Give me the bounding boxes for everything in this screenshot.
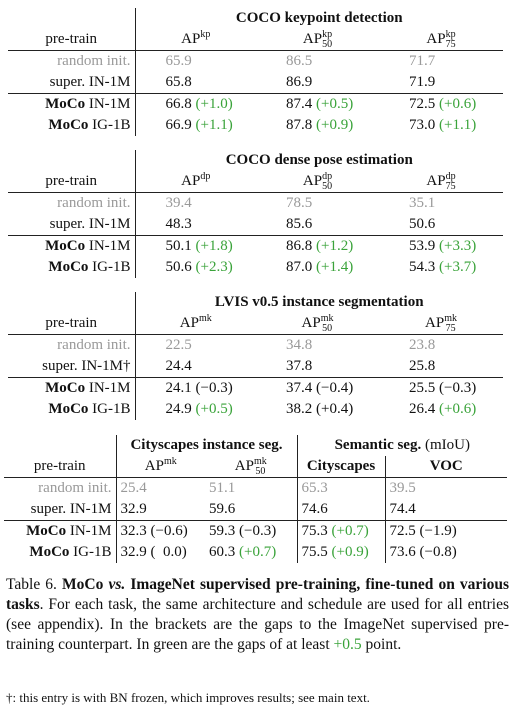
cell: [256, 214, 379, 236]
cell: [116, 478, 205, 500]
table-title: LVIS v0.5 instance segmentation: [214, 294, 424, 310]
pretrain-header: pre-train: [8, 171, 135, 193]
cell: [297, 499, 385, 521]
ap-label: AP: [426, 173, 446, 189]
ap-metric: mk: [444, 312, 457, 324]
cell-gap: (−0.8): [419, 544, 457, 560]
ap-header-50: AP mk 50: [205, 456, 297, 478]
cell-value: 35.1: [409, 195, 436, 211]
cell: [385, 521, 507, 543]
cell-value: 25.5: [409, 380, 436, 396]
cell-value: 59.3: [209, 523, 236, 539]
ap-stack: [322, 30, 332, 50]
cell: [135, 399, 256, 420]
dataset-label: IN-1M: [88, 96, 131, 112]
cell: [116, 521, 205, 543]
cell-gap: (+2.3): [195, 259, 233, 275]
cell-value: 85.6: [286, 216, 313, 232]
dataset-label: IG-1B: [73, 544, 112, 560]
dataset-label: IG-1B: [92, 117, 131, 133]
cityscapes-semseg-header: Cityscapes: [297, 456, 385, 478]
ap-metric: dp: [322, 170, 333, 182]
table-caption: [6, 575, 509, 655]
cell-value: 48.3: [165, 216, 192, 232]
pretrain-header: pre-train: [4, 456, 116, 478]
ap-metric: kp: [200, 29, 211, 40]
cell-value: 37.8: [286, 358, 313, 374]
cell: [379, 193, 503, 215]
row-label: [8, 236, 135, 258]
cell: [135, 335, 256, 357]
table-title: COCO keypoint detection: [235, 10, 403, 26]
cell-value: 66.8: [165, 96, 192, 112]
row-label: random init.: [8, 193, 135, 215]
cell-gap: (−0.6): [150, 523, 188, 539]
ap-header-75: [379, 29, 503, 51]
ap-stack: [444, 314, 457, 334]
ap-header-main: $AP^{mk}$: [116, 456, 205, 478]
title-spacer: [8, 8, 135, 29]
cell-gap: (+1.8): [195, 238, 233, 254]
caption-title-vs: vs.: [108, 576, 126, 593]
caption-body-2: point.: [361, 636, 402, 653]
cell: [135, 378, 256, 400]
cell: [379, 94, 503, 116]
semantic-title-unit: (mIoU): [424, 437, 470, 453]
voc-header: VOC: [385, 456, 507, 478]
cell: [256, 72, 379, 94]
method-label: MoCo: [48, 259, 89, 275]
cell-gap: (−0.3): [239, 523, 277, 539]
cell-value: 66.9: [165, 117, 192, 133]
cell: [379, 236, 503, 258]
cell: [256, 51, 379, 73]
row-label: super. IN-1M: [8, 214, 135, 236]
ap-label: AP: [302, 31, 323, 47]
ap-threshold: 75: [445, 38, 456, 50]
title-spacer: [8, 150, 135, 171]
cell-value: 39.5: [389, 480, 416, 496]
semantic-title: [297, 435, 507, 456]
row-label: [4, 542, 116, 563]
row-label: random init.: [8, 335, 135, 357]
cell: [379, 356, 503, 378]
cell: [135, 257, 256, 278]
cell: [256, 257, 379, 278]
ap-stack: [446, 172, 456, 192]
cell: [385, 499, 507, 521]
caption-title-a: MoCo: [62, 576, 109, 593]
cell-gap: (+0.5): [316, 96, 354, 112]
cell: [379, 399, 503, 420]
cell-value: 65.8: [165, 74, 192, 90]
cell: [135, 72, 256, 94]
cell-gap: (−0.3): [195, 380, 233, 396]
cell-gap: (+0.6): [439, 96, 477, 112]
cell: [135, 94, 256, 116]
task-table-2: [8, 292, 503, 420]
cell: [256, 94, 379, 116]
ap-label: AP: [179, 315, 199, 331]
cell: [205, 499, 297, 521]
cell: [116, 499, 205, 521]
cell-value: 24.1: [165, 380, 192, 396]
cell: [135, 214, 256, 236]
cell-value: 86.8: [286, 238, 313, 254]
cell-value: 50.1: [165, 238, 192, 254]
cell-value: 59.6: [209, 501, 236, 517]
method-label: MoCo: [48, 401, 89, 417]
ap-header-50: [256, 29, 379, 51]
cell: [135, 51, 256, 73]
method-label: MoCo: [48, 117, 89, 133]
cell-gap: (−1.9): [419, 523, 457, 539]
row-label: super. IN-1M: [4, 499, 116, 521]
cell-value: 72.5: [409, 96, 436, 112]
cell-gap: (+0.6): [439, 401, 477, 417]
cell-value: 75.5: [301, 544, 328, 560]
cell: [205, 521, 297, 543]
method-label: MoCo: [45, 96, 86, 112]
ap-stack: [322, 172, 332, 192]
cell-value: 51.1: [209, 480, 236, 496]
row-label: [8, 94, 135, 116]
cell-value: 73.6: [389, 544, 416, 560]
cell-gap: (+3.7): [439, 259, 477, 275]
cell-value: 34.8: [286, 337, 313, 353]
cell-value: 32.9: [120, 501, 147, 517]
title-spacer: [8, 292, 135, 313]
ap-metric: kp: [445, 28, 456, 40]
cell: [135, 115, 256, 136]
pretrain-header: pre-train: [8, 29, 135, 51]
caption-label: Table 6.: [6, 576, 57, 593]
cell: [135, 356, 256, 378]
row-label: [8, 399, 135, 420]
cell-value: 50.6: [165, 259, 192, 275]
cell: [385, 542, 507, 563]
cell-value: 38.2: [286, 401, 313, 417]
dataset-label: IG-1B: [92, 259, 131, 275]
cityscapes-semseg-table: [4, 435, 507, 563]
cell-value: 50.6: [409, 216, 436, 232]
task-table-1: [8, 150, 503, 278]
cell-value: 53.9: [409, 238, 436, 254]
cell: [135, 236, 256, 258]
cell: [135, 193, 256, 215]
cell: [379, 335, 503, 357]
ap-threshold: 50: [322, 180, 333, 192]
cell-gap: (+0.9): [316, 117, 354, 133]
cell-value: 22.5: [165, 337, 192, 353]
cell-value: 72.5: [389, 523, 416, 539]
dataset-label: IN-1M: [88, 238, 131, 254]
cell: [297, 478, 385, 500]
cell: [256, 115, 379, 136]
cell: [379, 378, 503, 400]
row-label: [8, 378, 135, 400]
cell: [379, 72, 503, 94]
cell-value: 86.9: [286, 74, 313, 90]
cell-gap: (+1.0): [195, 96, 233, 112]
ap-header-75: [379, 171, 503, 193]
ap-header-50: [256, 171, 379, 193]
ap-stack: [321, 314, 334, 334]
cell-value: 32.3: [120, 523, 147, 539]
cell-value: 26.4: [409, 401, 436, 417]
cell-gap: ( 0.0): [150, 544, 187, 560]
ap-metric: dp: [200, 171, 211, 182]
method-label: MoCo: [29, 544, 70, 560]
ap-threshold: 75: [445, 180, 456, 192]
cell-gap: (+3.3): [439, 238, 477, 254]
ap-label: AP: [181, 31, 201, 47]
ap-metric: mk: [198, 313, 212, 324]
cell-value: 54.3: [409, 259, 436, 275]
cell: [379, 115, 503, 136]
cell: [256, 399, 379, 420]
cell-gap: (+0.4): [316, 401, 354, 417]
dataset-label: IN-1M: [88, 380, 131, 396]
method-label: MoCo: [45, 238, 86, 254]
ap-label: AP: [426, 31, 446, 47]
row-label: super. IN-1M: [8, 72, 135, 94]
cell: [297, 542, 385, 563]
cell-value: 24.9: [165, 401, 192, 417]
cell-gap: (+1.1): [195, 117, 233, 133]
ap-header-main: [135, 171, 256, 193]
cell: [379, 51, 503, 73]
cell: [205, 542, 297, 563]
title-spacer: [4, 435, 116, 456]
cell-value: 74.4: [389, 501, 416, 517]
ap-label: AP: [301, 315, 321, 331]
ap-header-50: [256, 313, 379, 335]
ap-metric: mk: [320, 312, 334, 324]
dataset-label: IG-1B: [92, 401, 131, 417]
cell-value: 23.8: [409, 337, 436, 353]
caption-title-b: ImageNet supervised pre-training, fine-tuned on various tasks: [6, 576, 509, 613]
row-label: [8, 115, 135, 136]
row-label: [8, 257, 135, 278]
caption-body-1: . For each task, the same architecture and schedule are used for all entries (see appendix). In the brackets are the gaps to the ImageNet supervised pre-training counterpart. In green are the gaps of at least: [6, 596, 509, 653]
cell-value: 73.0: [409, 117, 436, 133]
cell-value: 87.4: [286, 96, 313, 112]
cell-gap: (+1.1): [439, 117, 477, 133]
cell-gap: (−0.4): [316, 380, 354, 396]
row-label: super. IN-1M†: [8, 356, 135, 378]
cell: [297, 521, 385, 543]
row-label: random init.: [8, 51, 135, 73]
row-label: [4, 521, 116, 543]
cell-value: 24.4: [165, 358, 192, 374]
row-label: random init.: [4, 478, 116, 500]
cell: [205, 478, 297, 500]
task-table-0: [8, 8, 503, 136]
cell: [256, 236, 379, 258]
cell-gap: (+1.2): [316, 238, 354, 254]
ap-stack: [446, 30, 456, 50]
ap-label: AP: [425, 315, 445, 331]
cell: [256, 193, 379, 215]
footnote: †: this entry is with BN frozen, which improves results; see main text.: [6, 690, 370, 705]
method-label: MoCo: [26, 523, 67, 539]
cell-value: 65.3: [301, 480, 328, 496]
cell-value: 71.7: [409, 53, 436, 69]
cell-value: 60.3: [209, 544, 236, 560]
cell-gap: (+1.4): [316, 259, 354, 275]
cell-gap: (+0.9): [331, 544, 369, 560]
cell-value: 86.5: [286, 53, 313, 69]
ap-metric: kp: [322, 28, 333, 40]
semantic-title-text: Semantic seg.: [334, 437, 422, 453]
cell-value: 37.4: [286, 380, 313, 396]
cell-value: 78.5: [286, 195, 313, 211]
cell: [116, 542, 205, 563]
ap-threshold: 75: [445, 322, 456, 334]
cell: [385, 478, 507, 500]
cell: [256, 378, 379, 400]
cell-value: 75.3: [301, 523, 328, 539]
cell-value: 32.9: [120, 544, 147, 560]
pretrain-header: pre-train: [8, 313, 135, 335]
ap-label: AP: [181, 173, 201, 189]
caption-green-value: +0.5: [333, 636, 362, 653]
cell-value: 87.0: [286, 259, 313, 275]
table-title: COCO dense pose estimation: [225, 152, 413, 168]
cell-value: 71.9: [409, 74, 436, 90]
cell-value: 25.8: [409, 358, 436, 374]
cell: [256, 356, 379, 378]
cell: [379, 214, 503, 236]
cell-value: 25.4: [120, 480, 147, 496]
ap-header-main: [135, 29, 256, 51]
ap-threshold: 50: [322, 322, 333, 334]
ap-label: AP: [302, 173, 323, 189]
ap-header-main: [135, 313, 256, 335]
cell: [379, 257, 503, 278]
cell-gap: (+0.7): [239, 544, 277, 560]
cell-value: 39.4: [165, 195, 192, 211]
ap-threshold: 50: [322, 38, 333, 50]
ap-metric: dp: [445, 170, 456, 182]
cell-gap: (+0.7): [331, 523, 369, 539]
cell-gap: (−0.3): [439, 380, 477, 396]
cell-value: 87.8: [286, 117, 313, 133]
cell: [256, 335, 379, 357]
cell-gap: (+0.5): [195, 401, 233, 417]
ap-header-75: [379, 313, 503, 335]
method-label: MoCo: [45, 380, 86, 396]
cityscapes-title: Cityscapes instance seg.: [116, 435, 297, 456]
cell-value: 65.9: [165, 53, 192, 69]
cell-value: 74.6: [301, 501, 328, 517]
dataset-label: IN-1M: [69, 523, 112, 539]
